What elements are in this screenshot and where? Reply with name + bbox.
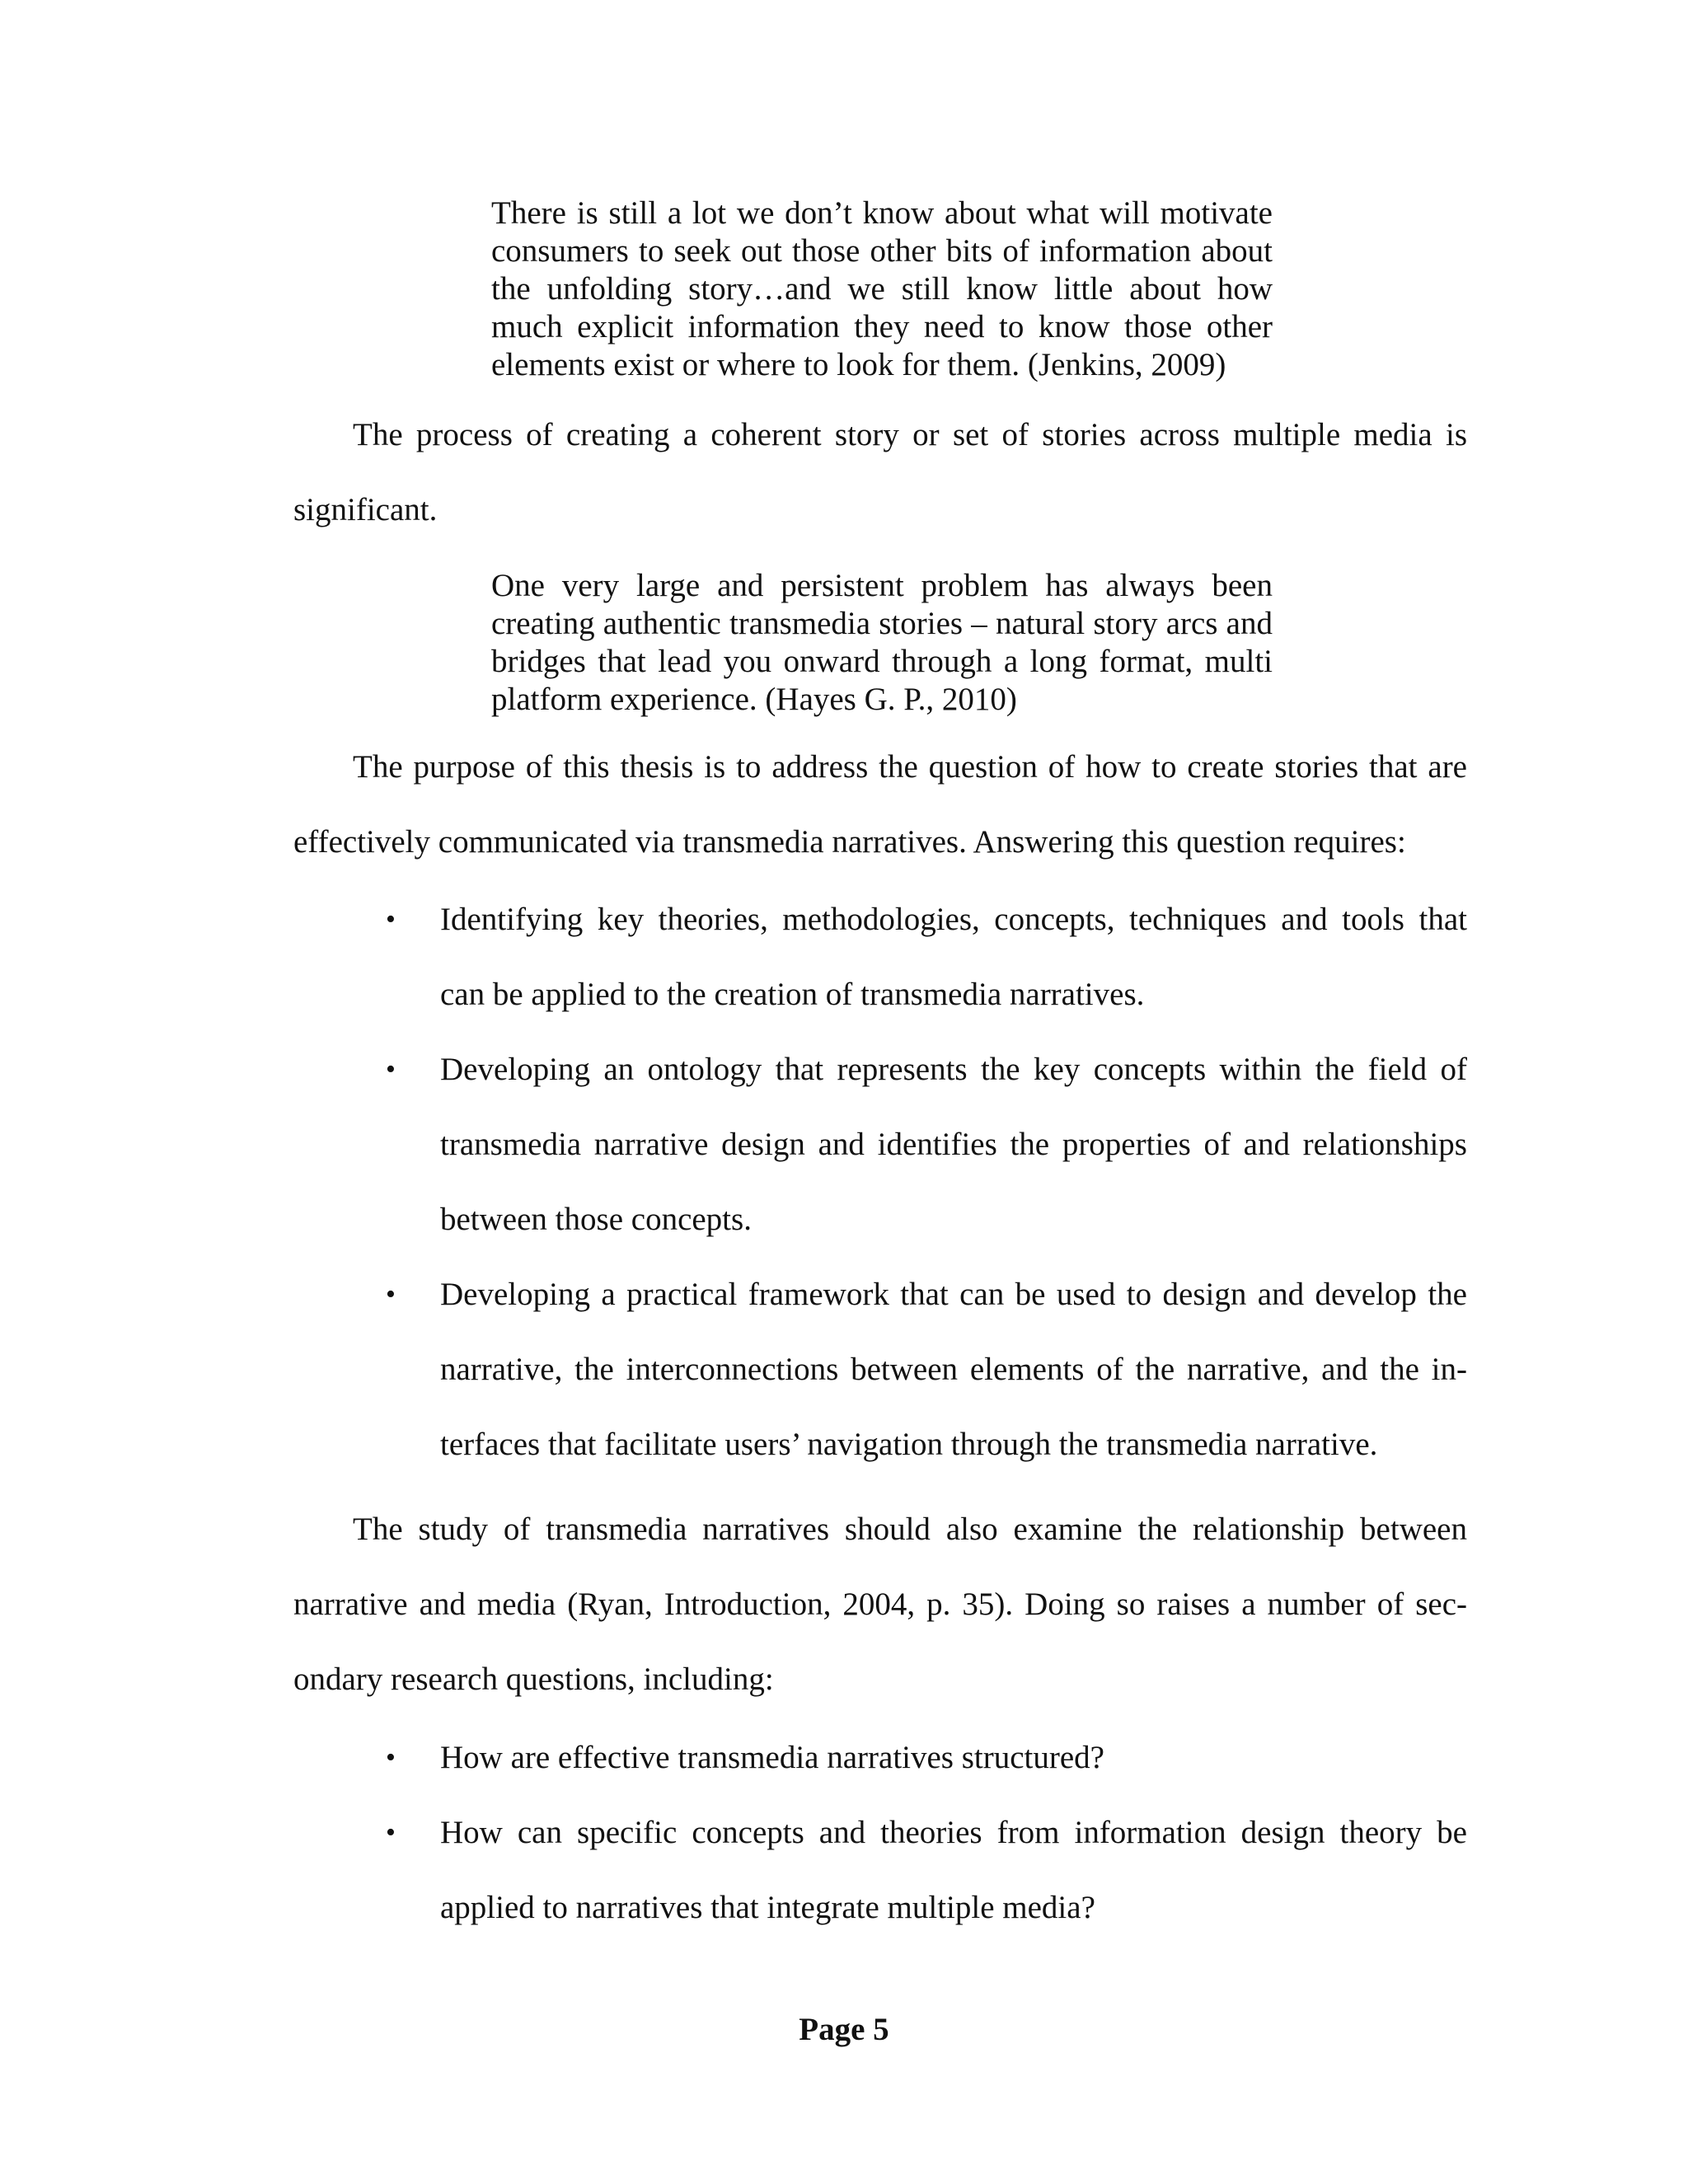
block-quote-jenkins: There is still a lot we don’t know about what will motivate consumers to seek out those other bits of information about the unfolding story…and we still know little about how much explicit information they need to know those other elements exist or where to look for them. (Jenkins, 2009)	[491, 195, 1273, 382]
list-item	[293, 1032, 1467, 1257]
page-number: Page 5	[799, 2012, 889, 2047]
bullet-icon: •	[386, 1817, 396, 1848]
list-item	[293, 1257, 1467, 1482]
bullet-icon: •	[386, 1054, 396, 1085]
research-questions-list	[293, 1720, 1467, 1945]
paragraph-study: The study of transmedia narratives should also examine the relationship between narrative and media (Ryan, Introduction, 2004, p. 35). Doing so raises a number of sec-ondary research questions, including:	[293, 1511, 1467, 1697]
bullet-icon: •	[386, 904, 396, 935]
list-item	[293, 882, 1467, 1032]
list-item-text: How can specific concepts and theories from information design theory be applied to narratives that integrate multiple media?	[440, 1815, 1467, 1925]
list-item	[293, 1720, 1467, 1795]
list-item-text: Identifying key theories, methodologies, concepts, techniques and tools that can be applied to the creation of transmedia narratives.	[440, 902, 1467, 1012]
paragraph-process: The process of creating a coherent story or set of stories across multiple media is significant.	[293, 417, 1467, 527]
block-quote-hayes: One very large and persistent problem has always been creating authentic transmedia stories – natural story arcs and bridges that lead you onward through a long format, multi platform experience. (Hayes G. P., 2010)	[491, 568, 1273, 717]
bullet-icon: •	[386, 1742, 396, 1773]
bullet-icon: •	[386, 1279, 396, 1310]
list-item-text: Developing an ontology that represents the key concepts within the field of transmedia narrative design and identifies the properties of and relationships between those concepts.	[440, 1052, 1467, 1237]
list-item-text: How are effective transmedia narratives structured?	[440, 1740, 1104, 1775]
list-item	[293, 1795, 1467, 1945]
paragraph-purpose: The purpose of this thesis is to address the question of how to create stories that are effectively communicated via transmedia narratives. Answering this question requires:	[293, 749, 1467, 860]
requirements-list	[293, 882, 1467, 1482]
list-item-text: Developing a practical framework that can be used to design and develop the narrative, the interconnections between elements of the narrative, and the in-terfaces that facilitate users’ navigation through the transmedia narrative.	[440, 1277, 1467, 1462]
